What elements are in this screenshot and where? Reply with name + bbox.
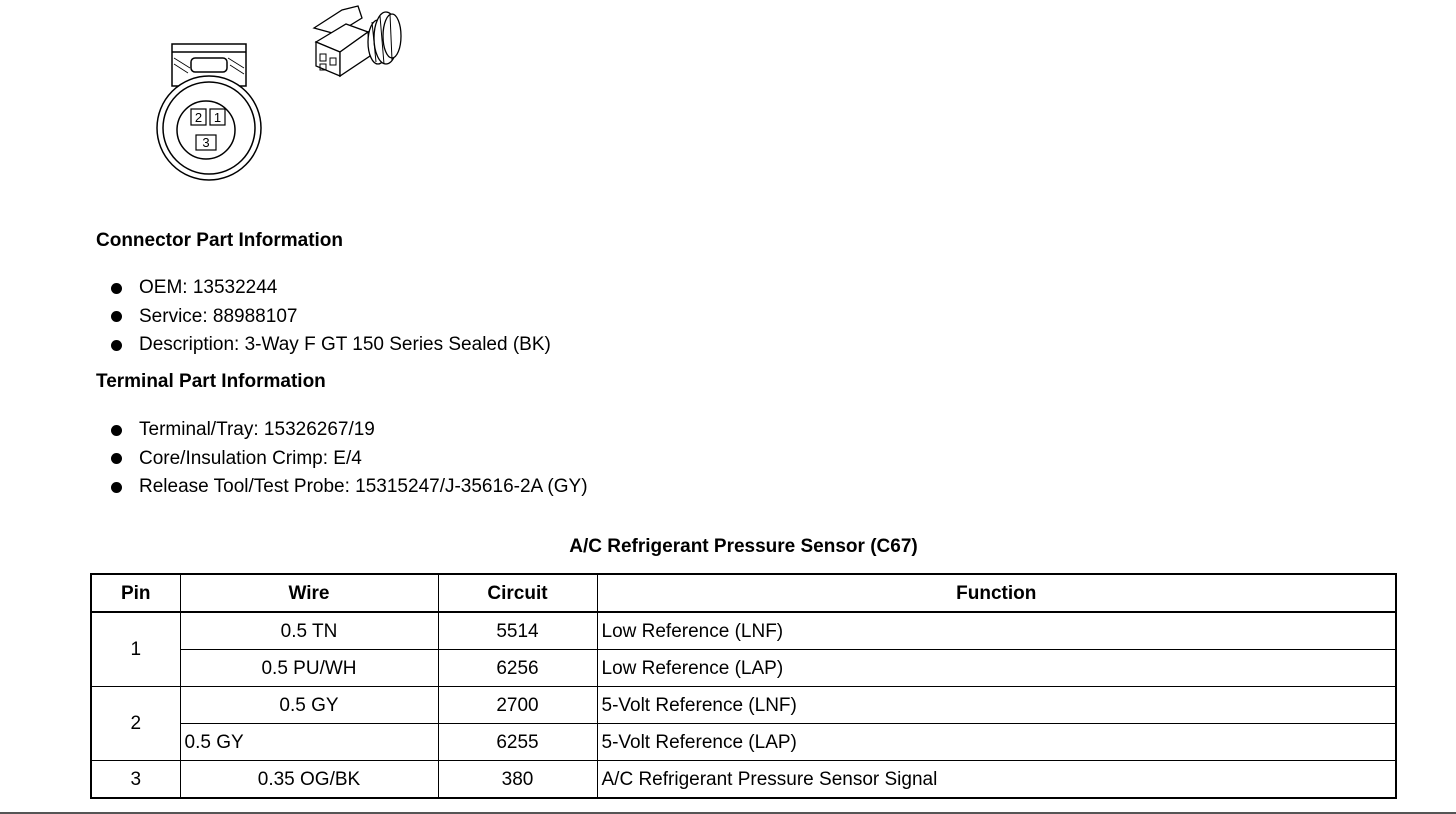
connector-isometric-diagram: [306, 2, 404, 84]
pin-label-2: 2: [194, 110, 203, 125]
terminal-part-heading: Terminal Part Information: [96, 371, 326, 392]
bullet-icon: [111, 425, 122, 436]
pin-cell: 2: [91, 687, 180, 761]
pin-table: [90, 573, 1397, 799]
function-cell: A/C Refrigerant Pressure Sensor Signal: [597, 761, 1396, 799]
function-cell: 5-Volt Reference (LNF): [597, 687, 1396, 724]
list-item: Description: 3-Way F GT 150 Series Sealed (BK): [110, 331, 551, 360]
bullet-icon: [111, 453, 122, 464]
bullet-icon: [111, 283, 122, 294]
table-row: [91, 650, 1396, 687]
connector-part-heading: Connector Part Information: [96, 230, 344, 251]
circuit-cell: 5514: [438, 612, 597, 650]
function-cell: 5-Volt Reference (LAP): [597, 724, 1396, 761]
column-header-wire: Wire: [180, 574, 438, 612]
circuit-cell: 6256: [438, 650, 597, 687]
table-row: [91, 724, 1396, 761]
connector-face-diagram: [150, 38, 270, 186]
bullet-icon: [111, 340, 122, 351]
connector-part-list: [110, 274, 551, 360]
list-item: OEM: 13532244: [110, 274, 551, 303]
pin-label-1: 1: [213, 110, 222, 125]
bullet-icon: [111, 482, 122, 493]
circuit-cell: 2700: [438, 687, 597, 724]
table-row: [91, 612, 1396, 650]
wire-cell: 0.5 TN: [180, 612, 438, 650]
circuit-cell: 6255: [438, 724, 597, 761]
table-header-row: [91, 574, 1396, 612]
list-item: Core/Insulation Crimp: E/4: [110, 445, 588, 474]
pin-cell: 3: [91, 761, 180, 799]
pin-cell: 1: [91, 612, 180, 687]
terminal-part-list: [110, 416, 588, 502]
column-header-function: Function: [597, 574, 1396, 612]
pin-label-3: 3: [202, 135, 210, 150]
table-row: [91, 761, 1396, 799]
list-item: Terminal/Tray: 15326267/19: [110, 416, 588, 445]
table-row: [91, 687, 1396, 724]
column-header-circuit: Circuit: [438, 574, 597, 612]
wire-cell: 0.5 PU/WH: [180, 650, 438, 687]
pin-table-title: A/C Refrigerant Pressure Sensor (C67): [569, 536, 918, 557]
wire-cell: 0.35 OG/BK: [180, 761, 438, 799]
wire-cell: 0.5 GY: [180, 687, 438, 724]
circuit-cell: 380: [438, 761, 597, 799]
list-item: Service: 88988107: [110, 303, 551, 332]
function-cell: Low Reference (LNF): [597, 612, 1396, 650]
wire-cell: 0.5 GY: [180, 724, 438, 761]
function-cell: Low Reference (LAP): [597, 650, 1396, 687]
column-header-pin: Pin: [91, 574, 180, 612]
bullet-icon: [111, 311, 122, 322]
list-item: Release Tool/Test Probe: 15315247/J-35616-2A (GY): [110, 473, 588, 502]
